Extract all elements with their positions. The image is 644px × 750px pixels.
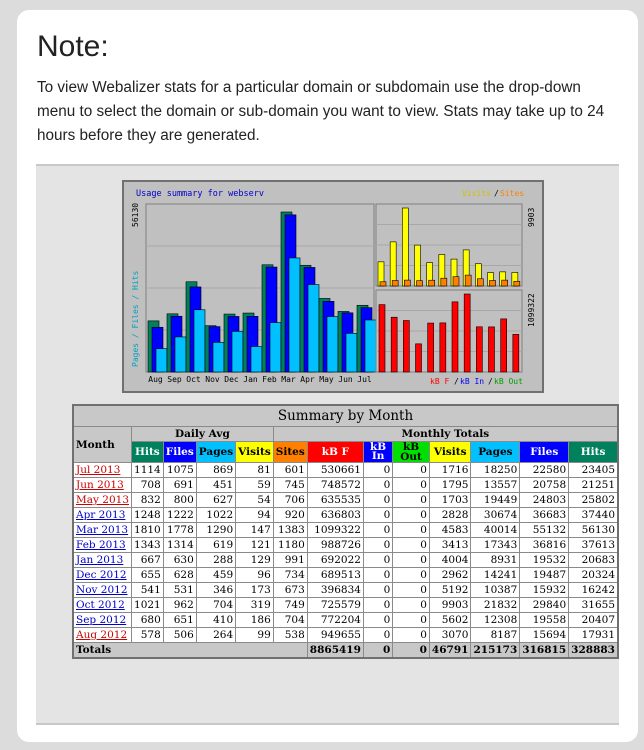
- cell-d-visits: 129: [236, 553, 274, 568]
- totals-visits: 46791: [429, 643, 471, 659]
- x-tick-label: Jul: [357, 375, 372, 384]
- bar-sites: [490, 280, 496, 286]
- cell-d-hits: 680: [132, 613, 164, 628]
- left-y-label: Pages / Files / Hits: [131, 270, 140, 367]
- note-title: Note:: [37, 30, 109, 63]
- cell-d-hits: 832: [132, 493, 164, 508]
- cell-d-pages: 627: [196, 493, 235, 508]
- bar-kbf: [501, 319, 507, 372]
- cell-kbf: 396834: [307, 583, 363, 598]
- monthly-totals-header: Monthly Totals: [273, 427, 618, 442]
- cell-kbin: 0: [363, 538, 392, 553]
- daily-avg-header: Daily Avg: [132, 427, 274, 442]
- cell-sites: 991: [273, 553, 307, 568]
- note-card: [17, 10, 638, 742]
- bar-pages: [308, 285, 319, 372]
- cell-hits: 20324: [569, 568, 618, 583]
- cell-sites: 673: [273, 583, 307, 598]
- cell-kbout: 0: [393, 523, 430, 538]
- legend-visits: Visits: [462, 189, 491, 198]
- cell-kbf: 772204: [307, 613, 363, 628]
- cell-pages: 8187: [471, 628, 520, 643]
- cell-sites: 704: [273, 613, 307, 628]
- cell-d-pages: 619: [196, 538, 235, 553]
- month-link[interactable]: Sep 2012: [76, 614, 127, 626]
- x-tick-label: Jan: [243, 375, 258, 384]
- cell-d-files: 506: [163, 628, 196, 643]
- right-top-y-max-label: 9903: [527, 207, 536, 227]
- kbf-header: kB F: [307, 442, 363, 463]
- cell-kbf: 692022: [307, 553, 363, 568]
- cell-d-hits: 1810: [132, 523, 164, 538]
- cell-pages: 40014: [471, 523, 520, 538]
- daily-hits-header: Hits: [132, 442, 164, 463]
- legend-kbf: kB F: [430, 377, 450, 386]
- cell-kbin: 0: [363, 583, 392, 598]
- cell-kbout: 0: [393, 493, 430, 508]
- bar-pages: [194, 310, 205, 372]
- bar-visits: [415, 245, 421, 286]
- cell-hits: 17931: [569, 628, 618, 643]
- cell-kbf: 635535: [307, 493, 363, 508]
- cell-kbin: 0: [363, 493, 392, 508]
- cell-visits: 4004: [429, 553, 471, 568]
- cell-kbf: 1099322: [307, 523, 363, 538]
- daily-pages-header: Pages: [196, 442, 235, 463]
- cell-d-visits: 94: [236, 508, 274, 523]
- cell-d-visits: 186: [236, 613, 274, 628]
- bar-pages: [327, 317, 338, 372]
- cell-visits: 9903: [429, 598, 471, 613]
- x-tick-label: May: [319, 375, 334, 384]
- summary-table-body: [73, 463, 618, 643]
- month-cell: [73, 523, 132, 538]
- cell-sites: 749: [273, 598, 307, 613]
- cell-d-files: 651: [163, 613, 196, 628]
- cell-hits: 21251: [569, 478, 618, 493]
- cell-hits: 25802: [569, 493, 618, 508]
- cell-d-visits: 59: [236, 478, 274, 493]
- cell-hits: 31655: [569, 598, 618, 613]
- cell-kbout: 0: [393, 553, 430, 568]
- cell-d-hits: 1343: [132, 538, 164, 553]
- cell-kbin: 0: [363, 523, 392, 538]
- totals-files: 316815: [520, 643, 569, 659]
- cell-kbout: 0: [393, 583, 430, 598]
- cell-d-visits: 96: [236, 568, 274, 583]
- total-files-header: Files: [520, 442, 569, 463]
- x-tick-label: Nov: [205, 375, 220, 384]
- table-row: [73, 538, 618, 553]
- bar-pages: [289, 258, 300, 372]
- totals-pages: 215173: [471, 643, 520, 659]
- cell-sites: 920: [273, 508, 307, 523]
- legend-kbin: kB In: [460, 377, 485, 386]
- cell-files: 19487: [520, 568, 569, 583]
- cell-kbf: 748572: [307, 478, 363, 493]
- bar-visits: [390, 242, 396, 286]
- cell-hits: 20407: [569, 613, 618, 628]
- month-cell: [73, 613, 132, 628]
- bar-sites: [429, 280, 435, 286]
- cell-d-files: 1314: [163, 538, 196, 553]
- totals-kbout: 0: [393, 643, 430, 659]
- cell-d-visits: 99: [236, 628, 274, 643]
- cell-visits: 5602: [429, 613, 471, 628]
- cell-pages: 13557: [471, 478, 520, 493]
- legend-sites: Sites: [500, 189, 525, 198]
- kbout-header: kB Out: [393, 442, 430, 463]
- cell-pages: 18250: [471, 463, 520, 478]
- sites-header: Sites: [273, 442, 307, 463]
- cell-kbout: 0: [393, 538, 430, 553]
- cell-files: 24803: [520, 493, 569, 508]
- cell-files: 15932: [520, 583, 569, 598]
- x-tick-label: Sep: [167, 375, 182, 384]
- cell-sites: 601: [273, 463, 307, 478]
- cell-kbf: 988726: [307, 538, 363, 553]
- cell-kbf: 530661: [307, 463, 363, 478]
- cell-d-hits: 708: [132, 478, 164, 493]
- cell-files: 22580: [520, 463, 569, 478]
- cell-kbin: 0: [363, 553, 392, 568]
- x-tick-label: Mar: [281, 375, 296, 384]
- usage-chart: [122, 180, 544, 393]
- totals-row: [73, 643, 618, 659]
- x-tick-label: Aug: [148, 375, 163, 384]
- legend-separator: /: [488, 377, 493, 386]
- month-link[interactable]: Feb 2013: [76, 539, 126, 551]
- cell-pages: 8931: [471, 553, 520, 568]
- table-row: [73, 553, 618, 568]
- bar-kbf: [464, 294, 470, 372]
- table-row: [73, 583, 618, 598]
- cell-kbf: 636803: [307, 508, 363, 523]
- bar-kbf: [428, 323, 434, 372]
- stats-panel: [36, 164, 619, 725]
- cell-d-hits: 1021: [132, 598, 164, 613]
- cell-pages: 19449: [471, 493, 520, 508]
- table-row: [73, 613, 618, 628]
- bar-kbf: [403, 321, 409, 372]
- cell-d-files: 800: [163, 493, 196, 508]
- cell-hits: 16242: [569, 583, 618, 598]
- cell-d-visits: 319: [236, 598, 274, 613]
- month-cell: [73, 598, 132, 613]
- bar-kbf: [489, 327, 495, 372]
- cell-files: 19532: [520, 553, 569, 568]
- month-cell: [73, 553, 132, 568]
- month-link[interactable]: Apr 2013: [76, 509, 126, 521]
- month-header: Month: [73, 427, 132, 463]
- cell-sites: 1383: [273, 523, 307, 538]
- bar-sites: [404, 280, 410, 286]
- month-link[interactable]: Jul 2013: [76, 464, 121, 476]
- cell-d-hits: 655: [132, 568, 164, 583]
- cell-hits: 23405: [569, 463, 618, 478]
- month-cell: [73, 463, 132, 478]
- table-row: [73, 463, 618, 478]
- cell-d-visits: 173: [236, 583, 274, 598]
- bar-kbf: [452, 302, 458, 372]
- cell-d-files: 531: [163, 583, 196, 598]
- bar-sites: [441, 278, 447, 286]
- bar-pages: [346, 333, 357, 372]
- cell-d-pages: 704: [196, 598, 235, 613]
- table-row: [73, 628, 618, 643]
- cell-d-visits: 147: [236, 523, 274, 538]
- legend-separator: /: [454, 377, 459, 386]
- month-cell: [73, 568, 132, 583]
- cell-kbin: 0: [363, 478, 392, 493]
- summary-table-title: Summary by Month: [73, 405, 618, 427]
- cell-kbin: 0: [363, 598, 392, 613]
- bar-kbf: [476, 327, 482, 372]
- daily-visits-header: Visits: [236, 442, 274, 463]
- bar-sites: [417, 281, 423, 286]
- cell-hits: 56130: [569, 523, 618, 538]
- cell-files: 29840: [520, 598, 569, 613]
- cell-kbout: 0: [393, 478, 430, 493]
- left-y-max-label: 56130: [131, 202, 140, 227]
- cell-d-pages: 1022: [196, 508, 235, 523]
- bar-sites: [465, 275, 471, 286]
- cell-kbin: 0: [363, 628, 392, 643]
- month-cell: [73, 508, 132, 523]
- month-link[interactable]: Mar 2013: [76, 524, 129, 536]
- cell-kbf: 725579: [307, 598, 363, 613]
- daily-files-header: Files: [163, 442, 196, 463]
- bar-pages: [251, 347, 262, 372]
- month-link[interactable]: Oct 2012: [76, 599, 125, 611]
- cell-d-pages: 346: [196, 583, 235, 598]
- bar-sites: [392, 280, 398, 286]
- totals-hits: 328883: [569, 643, 618, 659]
- month-link[interactable]: Jun 2013: [76, 479, 124, 491]
- table-row: [73, 598, 618, 613]
- table-row: [73, 493, 618, 508]
- x-tick-label: Apr: [300, 375, 315, 384]
- cell-files: 15694: [520, 628, 569, 643]
- bar-visits: [402, 208, 408, 286]
- right-bottom-y-max-label: 1099322: [527, 293, 536, 327]
- cell-files: 36683: [520, 508, 569, 523]
- cell-d-pages: 1290: [196, 523, 235, 538]
- cell-d-files: 1778: [163, 523, 196, 538]
- cell-files: 20758: [520, 478, 569, 493]
- legend-kbout: kB Out: [494, 377, 523, 386]
- chart-title: Usage summary for webserv: [136, 189, 264, 199]
- month-cell: [73, 538, 132, 553]
- cell-hits: 37440: [569, 508, 618, 523]
- cell-visits: 4583: [429, 523, 471, 538]
- bar-kbf: [440, 323, 446, 372]
- month-link[interactable]: Nov 2012: [76, 584, 128, 596]
- cell-files: 55132: [520, 523, 569, 538]
- x-tick-label: Oct: [186, 375, 201, 384]
- x-tick-label: Dec: [224, 375, 239, 384]
- cell-d-files: 630: [163, 553, 196, 568]
- bar-pages: [213, 342, 224, 372]
- cell-d-files: 691: [163, 478, 196, 493]
- cell-visits: 2962: [429, 568, 471, 583]
- usage-chart-svg: [124, 182, 542, 391]
- note-body: To view Webalizer stats for a particular domain or subdomain use the drop-down menu to select the domain or sub-domain you want to view. Stats may take up to 24 hours before they are generated.: [37, 79, 605, 144]
- x-tick-label: Feb: [262, 375, 277, 384]
- cell-files: 19558: [520, 613, 569, 628]
- bar-pages: [270, 323, 281, 372]
- kbin-header: kB In: [363, 442, 392, 463]
- month-link[interactable]: Jan 2013: [76, 554, 124, 566]
- cell-d-hits: 1248: [132, 508, 164, 523]
- bar-pages: [175, 337, 186, 372]
- totals-kbf: 8865419: [307, 643, 363, 659]
- totals-kbin: 0: [363, 643, 392, 659]
- bar-pages: [232, 331, 243, 372]
- cell-kbout: 0: [393, 613, 430, 628]
- cell-kbin: 0: [363, 463, 392, 478]
- cell-kbout: 0: [393, 568, 430, 583]
- cell-d-files: 1222: [163, 508, 196, 523]
- bar-sites: [453, 277, 459, 286]
- bar-sites: [502, 280, 508, 286]
- summary-table: [72, 404, 619, 659]
- month-link[interactable]: Aug 2012: [76, 629, 128, 641]
- table-row: [73, 508, 618, 523]
- cell-pages: 17343: [471, 538, 520, 553]
- cell-visits: 1703: [429, 493, 471, 508]
- month-cell: [73, 478, 132, 493]
- cell-visits: 3413: [429, 538, 471, 553]
- cell-kbout: 0: [393, 508, 430, 523]
- cell-pages: 14241: [471, 568, 520, 583]
- cell-sites: 745: [273, 478, 307, 493]
- cell-sites: 538: [273, 628, 307, 643]
- cell-visits: 2828: [429, 508, 471, 523]
- bar-kbf: [391, 317, 397, 372]
- legend-separator: /: [494, 189, 499, 198]
- bar-pages: [365, 320, 376, 372]
- cell-d-visits: 54: [236, 493, 274, 508]
- cell-sites: 1180: [273, 538, 307, 553]
- cell-kbout: 0: [393, 598, 430, 613]
- cell-d-visits: 121: [236, 538, 274, 553]
- cell-visits: 5192: [429, 583, 471, 598]
- cell-d-pages: 459: [196, 568, 235, 583]
- bar-kbf: [416, 344, 422, 372]
- bar-sites: [380, 282, 386, 286]
- cell-d-files: 1075: [163, 463, 196, 478]
- cell-d-pages: 264: [196, 628, 235, 643]
- cell-kbin: 0: [363, 568, 392, 583]
- cell-kbout: 0: [393, 628, 430, 643]
- cell-visits: 1795: [429, 478, 471, 493]
- cell-d-files: 628: [163, 568, 196, 583]
- x-tick-label: Jun: [338, 375, 353, 384]
- table-row: [73, 478, 618, 493]
- cell-sites: 706: [273, 493, 307, 508]
- cell-sites: 734: [273, 568, 307, 583]
- cell-d-pages: 410: [196, 613, 235, 628]
- total-hits-header: Hits: [569, 442, 618, 463]
- cell-d-pages: 869: [196, 463, 235, 478]
- cell-pages: 21832: [471, 598, 520, 613]
- bar-pages: [156, 349, 167, 372]
- table-row: [73, 523, 618, 538]
- month-link[interactable]: Dec 2012: [76, 569, 127, 581]
- cell-pages: 30674: [471, 508, 520, 523]
- cell-d-pages: 451: [196, 478, 235, 493]
- cell-visits: 3070: [429, 628, 471, 643]
- cell-d-hits: 541: [132, 583, 164, 598]
- month-cell: [73, 493, 132, 508]
- cell-kbin: 0: [363, 613, 392, 628]
- cell-visits: 1716: [429, 463, 471, 478]
- cell-kbin: 0: [363, 508, 392, 523]
- month-cell: [73, 628, 132, 643]
- cell-d-files: 962: [163, 598, 196, 613]
- bar-sites: [514, 281, 520, 286]
- cell-pages: 10387: [471, 583, 520, 598]
- bar-kbf: [379, 305, 385, 372]
- cell-d-hits: 578: [132, 628, 164, 643]
- cell-pages: 12308: [471, 613, 520, 628]
- cell-kbout: 0: [393, 463, 430, 478]
- cell-kbf: 689513: [307, 568, 363, 583]
- table-row: [73, 568, 618, 583]
- cell-hits: 20683: [569, 553, 618, 568]
- total-pages-header: Pages: [471, 442, 520, 463]
- cell-d-hits: 667: [132, 553, 164, 568]
- cell-d-pages: 288: [196, 553, 235, 568]
- total-visits-header: Visits: [429, 442, 471, 463]
- month-cell: [73, 583, 132, 598]
- cell-d-hits: 1114: [132, 463, 164, 478]
- totals-label: Totals: [73, 643, 307, 659]
- cell-kbf: 949655: [307, 628, 363, 643]
- bar-sites: [477, 279, 483, 286]
- cell-files: 36816: [520, 538, 569, 553]
- month-link[interactable]: May 2013: [76, 494, 130, 506]
- bar-kbf: [513, 334, 519, 372]
- cell-hits: 37613: [569, 538, 618, 553]
- cell-d-visits: 81: [236, 463, 274, 478]
